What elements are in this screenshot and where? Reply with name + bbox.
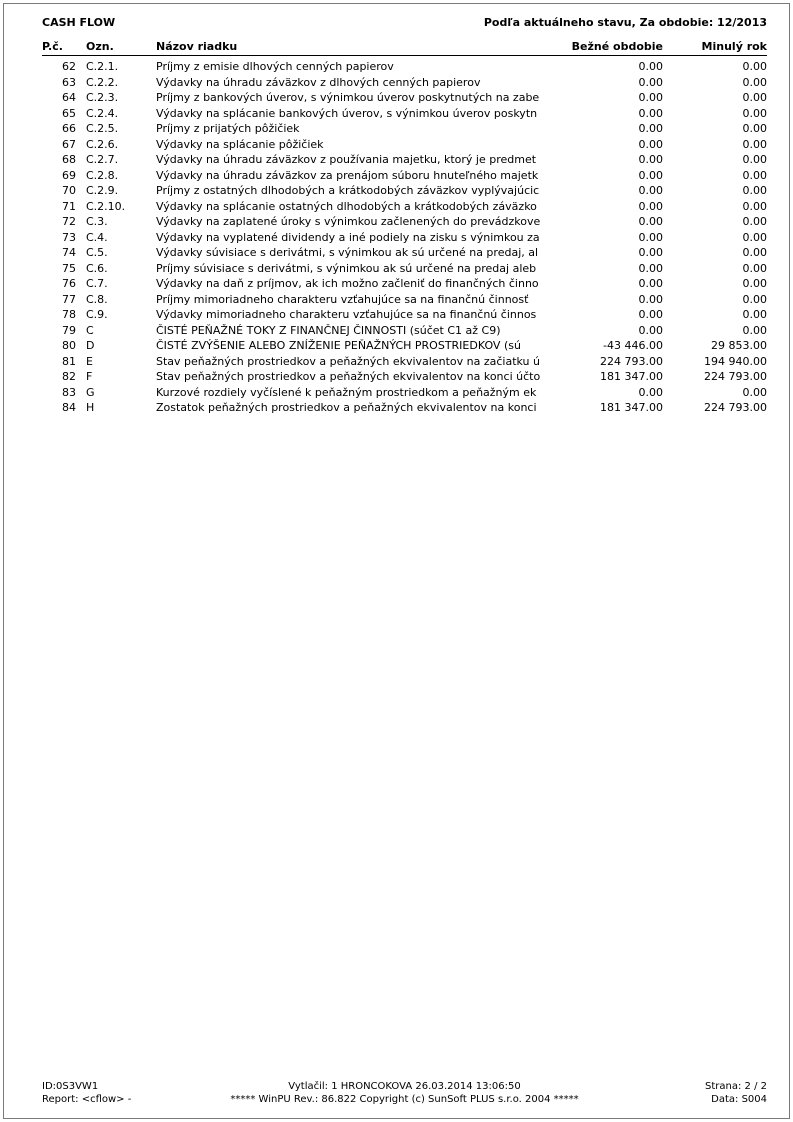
row-previous-value: 0.00 (742, 199, 767, 213)
row-designation: C.2.8. (86, 168, 119, 182)
row-current-value: 0.00 (638, 122, 663, 135)
footer-copyright: ***** WinPU Rev.: 86.822 Copyright (c) SunSoft PLUS s.r.o. 2004 ***** (230, 1094, 579, 1105)
row-previous-value: 0.00 (742, 261, 767, 275)
table-row (42, 106, 767, 122)
footer-left (42, 1080, 223, 1106)
row-designation: C.6. (86, 261, 108, 275)
row-number: 62 (62, 60, 76, 73)
row-designation: D (86, 339, 95, 352)
table-row (42, 214, 767, 230)
row-current-value: 0.00 (638, 230, 663, 244)
row-previous-value: 0.00 (742, 91, 767, 104)
report-period: Podľa aktuálneho stavu, Za obdobie: 12/2013 (483, 16, 767, 29)
row-current-value: 0.00 (638, 246, 663, 259)
table-header (42, 40, 767, 56)
row-number: 69 (62, 168, 76, 182)
row-current-value: 0.00 (638, 91, 663, 104)
row-previous-value: 0.00 (742, 385, 767, 399)
table-row (42, 400, 767, 416)
row-number: 68 (62, 153, 76, 166)
table-row (42, 369, 767, 385)
row-number: 78 (62, 308, 76, 321)
row-current-value: 0.00 (638, 60, 663, 73)
row-current-value: 0.00 (638, 215, 663, 228)
row-number: 72 (62, 215, 76, 228)
row-previous-value: 0.00 (742, 153, 767, 166)
row-number: 63 (62, 75, 76, 89)
footer-page-number: Strana: 2 / 2 (705, 1081, 767, 1092)
row-designation: C.2.7. (86, 153, 119, 166)
row-name: Výdavky na úhradu záväzkov z dlhových cenných papierov (156, 75, 481, 89)
table-row (42, 59, 767, 75)
row-name: Výdavky mimoriadneho charakteru vzťahujúce sa na finančnú činnos (156, 308, 537, 321)
footer-right (586, 1080, 767, 1106)
table-row (42, 261, 767, 277)
table-row (42, 292, 767, 308)
row-current-value: 181 347.00 (600, 401, 663, 414)
row-number: 71 (62, 199, 76, 213)
row-designation: C.4. (86, 230, 108, 244)
row-designation: C.2.9. (86, 184, 119, 197)
row-designation: C.2.1. (86, 60, 119, 73)
row-previous-value: 29 853.00 (711, 339, 767, 352)
row-name: ČISTÉ ZVÝŠENIE ALEBO ZNÍŽENIE PEŇAŽNÝCH PROSTRIEDKOV (sú (156, 339, 521, 352)
row-designation: H (86, 401, 95, 414)
row-previous-value: 0.00 (742, 184, 767, 197)
row-previous-value: 224 793.00 (704, 401, 767, 414)
column-header-current: Bežné obdobie (571, 40, 663, 53)
table-row (42, 385, 767, 401)
row-number: 76 (62, 277, 76, 290)
row-designation: C.2.2. (86, 75, 119, 89)
column-header-previous: Minulý rok (701, 40, 767, 53)
report-footer (42, 1080, 767, 1106)
row-current-value: 0.00 (638, 137, 663, 151)
row-number: 70 (62, 184, 76, 197)
row-current-value: 0.00 (638, 323, 663, 337)
table-row (42, 307, 767, 323)
row-designation: E (86, 354, 93, 368)
table-row (42, 199, 767, 215)
row-current-value: 224 793.00 (600, 354, 663, 368)
table-row (42, 354, 767, 370)
footer-data-code: Data: S004 (711, 1094, 767, 1105)
row-number: 66 (62, 122, 76, 135)
table-body (42, 59, 767, 416)
row-name: Stav peňažných prostriedkov a peňažných ekvivalentov na začiatku ú (156, 354, 540, 368)
table-row (42, 183, 767, 199)
table-row (42, 137, 767, 153)
row-designation: C.8. (86, 292, 108, 306)
table-row (42, 152, 767, 168)
column-header-num: P.č. (42, 40, 63, 53)
row-designation: C.2.5. (86, 122, 119, 135)
table-row (42, 75, 767, 91)
row-previous-value: 0.00 (742, 308, 767, 321)
row-previous-value: 0.00 (742, 292, 767, 306)
row-name: Kurzové rozdiely vyčíslené k peňažným prostriedkom a peňažným ek (156, 385, 537, 399)
row-designation: G (86, 385, 95, 399)
row-number: 83 (62, 385, 76, 399)
row-name: Príjmy z emisie dlhových cenných papierov (156, 60, 394, 73)
row-designation: C.2.6. (86, 137, 119, 151)
row-number: 77 (62, 292, 76, 306)
row-previous-value: 224 793.00 (704, 370, 767, 383)
table-row (42, 338, 767, 354)
row-current-value: -43 446.00 (603, 339, 663, 352)
column-header-ozn: Ozn. (86, 40, 114, 53)
row-name: Stav peňažných prostriedkov a peňažných ekvivalentov na konci účto (156, 370, 541, 383)
row-previous-value: 0.00 (742, 230, 767, 244)
row-number: 75 (62, 261, 76, 275)
row-current-value: 0.00 (638, 184, 663, 197)
row-number: 74 (62, 246, 76, 259)
row-previous-value: 194 940.00 (704, 354, 767, 368)
row-previous-value: 0.00 (742, 75, 767, 89)
row-previous-value: 0.00 (742, 137, 767, 151)
footer-report-name: Report: <cflow> - (42, 1094, 132, 1105)
row-current-value: 0.00 (638, 75, 663, 89)
table-row (42, 245, 767, 261)
row-number: 64 (62, 91, 76, 104)
row-current-value: 0.00 (638, 199, 663, 213)
row-name: Príjmy z bankových úverov, s výnimkou úverov poskytnutých na zabe (156, 91, 540, 104)
row-name: Príjmy mimoriadneho charakteru vzťahujúce sa na finančnú činnosť (156, 292, 529, 306)
table-row (42, 90, 767, 106)
row-current-value: 0.00 (638, 106, 663, 120)
row-previous-value: 0.00 (742, 122, 767, 135)
row-current-value: 0.00 (638, 168, 663, 182)
table-row (42, 276, 767, 292)
footer-report-id: ID:0S3VW1 (42, 1081, 99, 1092)
row-name: Zostatok peňažných prostriedkov a peňažných ekvivalentov na konci (156, 401, 537, 414)
row-name: Výdavky súvisiace s derivátmi, s výnimkou ak sú určené na predaj, al (156, 246, 539, 259)
row-previous-value: 0.00 (742, 323, 767, 337)
row-name: Výdavky na splácanie bankových úverov, s výnimkou úverov poskytn (156, 106, 538, 120)
row-name: Výdavky na splácanie ostatných dlhodobých a krátkodobých záväzko (156, 199, 537, 213)
row-previous-value: 0.00 (742, 215, 767, 228)
row-designation: C.7. (86, 277, 108, 290)
row-current-value: 0.00 (638, 277, 663, 290)
row-previous-value: 0.00 (742, 246, 767, 259)
row-name: ČISTÉ PEŇAŽNÉ TOKY Z FINANČNEJ ČINNOSTI (súčet C1 až C9) (156, 323, 501, 337)
row-name: Výdavky na daň z príjmov, ak ich možno začleniť do finančných činno (156, 277, 539, 290)
report-header (42, 16, 767, 29)
row-designation: C.3. (86, 215, 108, 228)
row-number: 84 (62, 401, 76, 414)
row-previous-value: 0.00 (742, 60, 767, 73)
row-name: Výdavky na zaplatené úroky s výnimkou začlenených do prevádzkove (156, 215, 541, 228)
table-row (42, 323, 767, 339)
row-current-value: 181 347.00 (600, 370, 663, 383)
footer-center (223, 1080, 586, 1106)
row-name: Výdavky na úhradu záväzkov z používania majetku, ktorý je predmet (156, 153, 537, 166)
table-row (42, 168, 767, 184)
row-name: Výdavky na splácanie pôžičiek (156, 137, 324, 151)
row-designation: C (86, 323, 94, 337)
row-previous-value: 0.00 (742, 277, 767, 290)
row-previous-value: 0.00 (742, 106, 767, 120)
row-number: 67 (62, 137, 76, 151)
row-number: 81 (62, 354, 76, 368)
row-number: 80 (62, 339, 76, 352)
report-title: CASH FLOW (42, 16, 116, 29)
row-number: 82 (62, 370, 76, 383)
row-designation: C.2.4. (86, 106, 119, 120)
row-designation: F (86, 370, 93, 383)
row-designation: C.2.10. (86, 199, 126, 213)
footer-printed-by: Vytlačil: 1 HRONCOKOVA 26.03.2014 13:06:50 (288, 1081, 521, 1092)
row-name: Výdavky na vyplatené dividendy a iné podiely na zisku s výnimkou za (156, 230, 540, 244)
row-previous-value: 0.00 (742, 168, 767, 182)
row-designation: C.2.3. (86, 91, 119, 104)
row-name: Príjmy z prijatých pôžičiek (156, 122, 300, 135)
row-number: 79 (62, 323, 76, 337)
row-current-value: 0.00 (638, 153, 663, 166)
row-designation: C.5. (86, 246, 108, 259)
report-content (42, 16, 767, 416)
row-number: 73 (62, 230, 76, 244)
row-name: Príjmy súvisiace s derivátmi, s výnimkou ak sú určené na predaj aleb (156, 261, 537, 275)
row-designation: C.9. (86, 308, 108, 321)
row-name: Príjmy z ostatných dlhodobých a krátkodobých záväzkov vyplývajúcic (156, 184, 540, 197)
row-name: Výdavky na úhradu záväzkov za prenájom súboru hnuteľného majetk (156, 168, 539, 182)
row-current-value: 0.00 (638, 261, 663, 275)
table-row (42, 230, 767, 246)
row-current-value: 0.00 (638, 385, 663, 399)
row-current-value: 0.00 (638, 308, 663, 321)
column-header-name: Názov riadku (156, 40, 238, 53)
table-row (42, 121, 767, 137)
row-current-value: 0.00 (638, 292, 663, 306)
row-number: 65 (62, 106, 76, 120)
